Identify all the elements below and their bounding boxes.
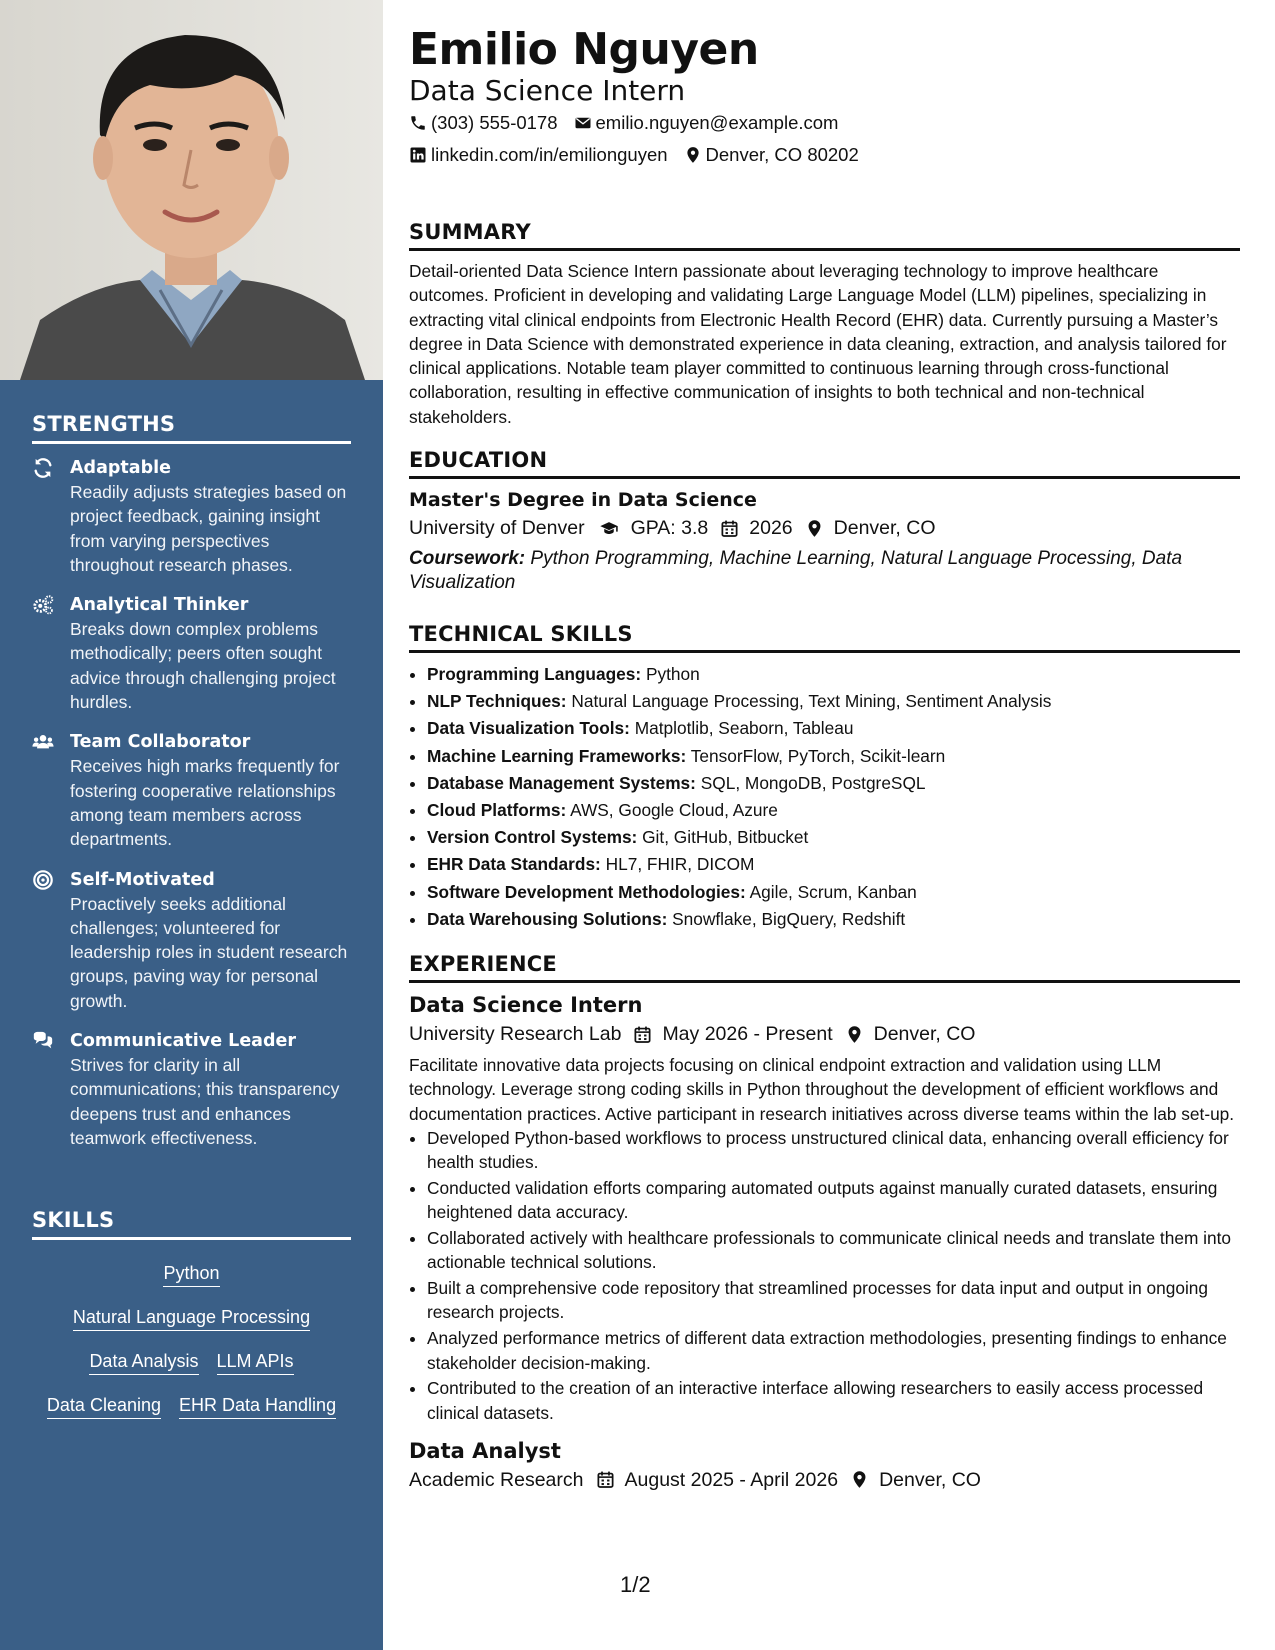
strength-title: Communicative Leader (70, 1031, 297, 1052)
list-item: • Data Warehousing Solutions: Snowflake, BigQuery, Redshift (427, 906, 1240, 933)
summary-section (409, 220, 1240, 429)
page-number: 1/2 (620, 1572, 651, 1597)
sync-icon (32, 457, 54, 479)
profile-photo (0, 0, 383, 380)
strengths-heading: STRENGTHS (32, 412, 351, 444)
location-pin-icon (845, 1025, 864, 1044)
list-item: • Machine Learning Frameworks: TensorFlow, PyTorch, Scikit-learn (427, 743, 1240, 770)
coursework-list: Python Programming, Machine Learning, Natural Language Processing, Data Visualization (409, 548, 1183, 593)
education-section (409, 448, 1240, 595)
location-pin-icon (805, 519, 824, 538)
calendar-icon (720, 519, 739, 538)
education-meta (409, 513, 1240, 543)
graduation-year: 2026 (749, 517, 793, 539)
location-pin-icon (850, 1470, 869, 1489)
list-item: • Developed Python-based workflows to process unstructured clinical data, enhancing overall efficiency for health studies. (427, 1126, 1240, 1175)
job-org: Academic Research (409, 1468, 584, 1491)
list-item: • Conducted validation efforts comparing automated outputs against manually curated datasets, ensuring heightened data accuracy. (427, 1176, 1240, 1225)
list-item: • Data Visualization Tools: Matplotlib, Seaborn, Tableau (427, 715, 1240, 742)
job-entry (409, 991, 1240, 1425)
job-title: Data Analyst (409, 1438, 561, 1463)
technical-skills-section (409, 622, 1240, 933)
school-location: Denver, CO (833, 517, 936, 539)
strength-title: Adaptable (70, 458, 171, 478)
job-dates: May 2026 - Present (662, 1023, 833, 1045)
skill-tag: LLM APIs (217, 1350, 294, 1375)
list-item: • Version Control Systems: Git, GitHub, Bitbucket (427, 824, 1240, 851)
list-item: • Programming Languages: Python (427, 661, 1240, 688)
list-item: • Collaborated actively with healthcare professionals to communicate clinical needs and translate them into actionable technical solutions. (427, 1226, 1240, 1275)
contact-row (409, 144, 859, 166)
linkedin-link[interactable]: linkedin.com/in/emilionguyen (431, 144, 668, 165)
strength-desc: Receives high marks frequently for fostering cooperative relationships among team members across departments. (70, 756, 340, 850)
strength-title: Team Collaborator (70, 732, 251, 753)
job-meta (409, 1019, 1240, 1049)
strength-item (32, 1029, 351, 1150)
strength-desc: Breaks down complex problems methodically; peers often sought advice through challenging project hurdles. (70, 619, 336, 713)
technical-skills-heading: TECHNICAL SKILLS (409, 622, 1240, 653)
strength-item (32, 593, 351, 714)
coursework-label: Coursework: (409, 548, 526, 569)
job-entry (409, 1437, 1240, 1495)
school-name: University of Denver (409, 517, 585, 539)
job-summary: Facilitate innovative data projects focusing on clinical endpoint extraction and validation using LLM technology. Leverage strong coding skills in Python throughout the development of efficient workflows and documentation practices. Active participant in research initiatives across diverse teams within the lab set-up. (409, 1055, 1235, 1124)
strength-item (32, 730, 351, 851)
skill-tag: Natural Language Processing (73, 1306, 310, 1331)
job-org: University Research Lab (409, 1023, 622, 1045)
coursework (409, 547, 1240, 595)
email-link[interactable]: emilio.nguyen@example.com (595, 112, 839, 133)
sidebar (0, 0, 383, 1650)
strength-desc: Readily adjusts strategies based on project feedback, gaining insight from varying perspectives throughout research phases. (70, 482, 347, 575)
target-icon (32, 869, 54, 891)
users-icon (32, 731, 54, 753)
summary-text: Detail-oriented Data Science Intern passionate about leveraging technology to improve healthcare outcomes. Proficient in developing and validating Large Language Model (LLM) pipelines, specializing in extracting vital clinical endpoints from Electronic Health Record (EHR) data. Currently pursuing a Master’s degree in Data Science with demonstrated experience in data cleaning, extraction, and analysis tailored for clinical applications. Notable team player committed to continuous learning through cross-functional collaboration, resulting in effective communication of insights to both technical and non-technical stakeholders. (409, 261, 1227, 427)
job-location: Denver, CO (879, 1468, 981, 1491)
graduation-cap-icon (597, 519, 621, 538)
list-item: • Cloud Platforms: AWS, Google Cloud, Azure (427, 797, 1240, 824)
skill-tag: Data Analysis (89, 1350, 198, 1375)
list-item: • Built a comprehensive code repository that streamlined processes for data input and output in ongoing research projects. (427, 1276, 1240, 1325)
skills-section (32, 1208, 351, 1438)
skill-tag: Data Cleaning (47, 1394, 161, 1419)
contact-row (409, 112, 838, 134)
linkedin-icon (409, 146, 427, 164)
job-location: Denver, CO (873, 1023, 976, 1045)
strength-desc: Proactively seeks additional challenges; volunteered for leadership roles in student research groups, paving way for personal growth. (70, 893, 348, 1011)
job-dates: August 2025 - April 2026 (624, 1468, 839, 1491)
location-text: Denver, CO 80202 (705, 144, 859, 165)
strength-item (32, 456, 351, 577)
skill-tag: EHR Data Handling (179, 1394, 336, 1419)
comments-icon (32, 1030, 54, 1052)
list-item: • Software Development Methodologies: Agile, Scrum, Kanban (427, 879, 1240, 906)
degree-title: Master's Degree in Data Science (409, 489, 757, 511)
location-pin-icon (684, 146, 702, 164)
strength-title: Self-Motivated (70, 869, 215, 890)
envelope-icon (574, 114, 592, 132)
list-item: • NLP Techniques: Natural Language Processing, Text Mining, Sentiment Analysis (427, 688, 1240, 715)
summary-heading: SUMMARY (409, 220, 1240, 251)
skill-tag: Python (163, 1262, 219, 1287)
job-title: Data Science Intern (409, 993, 643, 1017)
candidate-role: Data Science Intern (409, 74, 686, 107)
strengths-section (32, 412, 351, 1166)
strength-item (32, 868, 351, 1013)
list-item: • EHR Data Standards: HL7, FHIR, DICOM (427, 851, 1240, 878)
experience-section (409, 952, 1240, 1495)
calendar-icon (633, 1025, 652, 1044)
calendar-icon (596, 1470, 615, 1489)
education-heading: EDUCATION (409, 448, 1240, 479)
experience-heading: EXPERIENCE (409, 952, 1240, 983)
job-meta (409, 1465, 1240, 1495)
skills-heading: SKILLS (32, 1208, 351, 1240)
candidate-name: Emilio Nguyen (409, 24, 759, 75)
gears-icon (32, 594, 54, 616)
strength-desc: Strives for clarity in all communications; this transparency deepens trust and enhances teamwork effectiveness. (70, 1055, 340, 1148)
phone-icon (409, 114, 427, 132)
list-item: • Database Management Systems: SQL, MongoDB, PostgreSQL (427, 770, 1240, 797)
phone-text: (303) 555-0178 (431, 112, 558, 133)
strength-title: Analytical Thinker (70, 595, 249, 616)
job-bullets (409, 1126, 1240, 1425)
technical-skills-list (409, 661, 1240, 933)
gpa-text: GPA: 3.8 (630, 517, 709, 539)
list-item: • Analyzed performance metrics of different data extraction methodologies, presenting findings to enhance stakeholder decision-making. (427, 1326, 1240, 1375)
list-item: • Contributed to the creation of an interactive interface allowing researchers to easily access processed clinical datasets. (427, 1376, 1240, 1425)
